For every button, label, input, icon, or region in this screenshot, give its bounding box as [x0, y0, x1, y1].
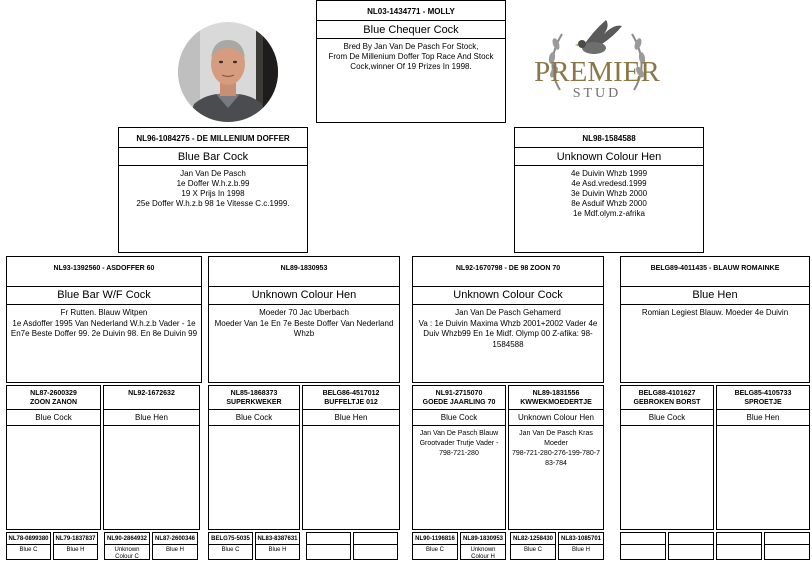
- gg-grandparent-colour: Blue H: [571, 547, 590, 553]
- gg-grandparent-colour: Blue H: [268, 547, 287, 553]
- gg-grandparent-colour: [765, 545, 809, 547]
- pedigree-dam: [514, 127, 704, 253]
- gg-grandparent-ring: [717, 533, 761, 545]
- grandparent-description: Jan Van De Pasch Gehamerd Va : 1e Duivin Maxima Whzb 2001+2002 Vader 4e Duiv Whzb99 En 1e Midf. Olymp 00 Z-afika: 98-1584588: [418, 308, 598, 349]
- grandparent-description: Moeder 70 Jac Uberbach Moeder Van 1e En 7e Beste Doffer Van Nederland Whzb: [214, 308, 394, 338]
- pedigree-subject: [316, 0, 506, 123]
- sire-ring: NL96-1084275 - DE MILLENIUM DOFFER: [119, 128, 307, 148]
- grandparent-description: Romian Legiest Blauw. Moeder 4e Duivin: [641, 308, 789, 317]
- gg-grandparent-colour: Blue H: [165, 547, 184, 553]
- gg-grandparent-colour: Blue C: [523, 547, 542, 553]
- grandparent-colour: Blue Bar W/F Cock: [7, 287, 201, 305]
- dam-description: [515, 166, 703, 222]
- great-grandparent-ring: NL85-1868373 SUPERKWEKER: [209, 386, 299, 410]
- gg-grandparent-colour: Blue H: [66, 547, 85, 553]
- gg-grandparent-colour: Unknown Colour C: [114, 547, 140, 560]
- gg-grandparent-ring: [669, 533, 713, 545]
- great-grandparent-ring: NL91-2715070 GOEDE JAARLING 70: [413, 386, 505, 410]
- great-grandparent-description: Jan Van De Pasch Blauw Grootvader Trutje Vader - 798-721-280: [419, 430, 499, 457]
- gg-grandparent-9: [412, 532, 458, 560]
- great-grandparent-description: [303, 426, 399, 432]
- subject-colour: Blue Chequer Cock: [317, 21, 505, 39]
- sire-line: 19 X Prijs In 1998: [181, 189, 245, 198]
- gg-grandparent-15: [716, 532, 762, 560]
- great-grandparent-colour: Blue Cock: [413, 410, 505, 426]
- grandparent-3: [412, 256, 604, 383]
- gg-grandparent-colour: Unknown Colour H: [470, 547, 496, 560]
- subject-line: Cock,winner Of 19 Prizes In 1998.: [350, 62, 472, 71]
- subject-line: From De Millenium Doffer Top Race And Stock: [328, 52, 494, 61]
- great-grandparent-description: Jan Van De Pasch Kras Moeder 798-721-280-276-199-780-7 83-784: [512, 430, 600, 467]
- gg-grandparent-5: [208, 532, 253, 560]
- great-grandparent-3: [208, 385, 300, 530]
- great-grandparent-2: [103, 385, 200, 530]
- great-grandparent-description: [104, 426, 199, 432]
- gg-grandparent-colour: Blue C: [19, 547, 38, 553]
- premier-stud-logo: [532, 12, 662, 122]
- subject-description: [317, 39, 505, 75]
- breeder-portrait-image: [178, 22, 278, 122]
- gg-grandparent-8: [353, 532, 398, 560]
- gg-grandparent-ring: [621, 533, 665, 545]
- sire-description: [119, 166, 307, 212]
- sire-colour: Blue Bar Cock: [119, 148, 307, 166]
- gg-grandparent-colour: [307, 545, 350, 547]
- dam-line: 4e Asd.vredesd.1999: [571, 179, 647, 188]
- dam-line: 1e Mdf.olym.z-afrika: [572, 209, 646, 218]
- gg-grandparent-11: [510, 532, 556, 560]
- grandparent-colour: Blue Hen: [621, 287, 809, 305]
- dam-line: 3e Duivin Whzb 2000: [570, 189, 648, 198]
- gg-grandparent-7: [306, 532, 351, 560]
- sire-line: Jan Van De Pasch: [180, 169, 246, 178]
- gg-grandparent-colour: Blue C: [221, 547, 240, 553]
- gg-grandparent-ring: [307, 533, 350, 545]
- gg-grandparent-2: [53, 532, 98, 560]
- gg-grandparent-ring: NL90-2864932: [105, 533, 149, 545]
- gg-grandparent-ring: NL89-1830953: [461, 533, 505, 545]
- gg-grandparent-colour: [717, 545, 761, 547]
- gg-grandparent-ring: BELG75-5035: [209, 533, 252, 545]
- pedigree-sire: [118, 127, 308, 253]
- great-grandparent-ring: BELG85-4105733 SPROETJE: [717, 386, 809, 410]
- gg-grandparent-ring: NL79-1837837: [54, 533, 97, 545]
- dam-colour: Unknown Colour Hen: [515, 148, 703, 166]
- gg-grandparent-colour: [354, 545, 397, 547]
- great-grandparent-ring: BELG86-4517012 BUFFELTJE 012: [303, 386, 399, 410]
- great-grandparent-colour: Blue Hen: [717, 410, 809, 426]
- grandparent-ring: NL92-1670798 - DE 98 ZOON 70: [413, 257, 603, 287]
- great-grandparent-description: [7, 426, 100, 432]
- gg-grandparent-14: [668, 532, 714, 560]
- gg-grandparent-ring: [354, 533, 397, 545]
- gg-grandparent-13: [620, 532, 666, 560]
- grandparent-colour: Unknown Colour Cock: [413, 287, 603, 305]
- grandparent-colour: Unknown Colour Hen: [209, 287, 399, 305]
- gg-grandparent-colour: [621, 545, 665, 547]
- grandparent-ring: BELG89-4011435 - BLAUW ROMAINKE: [621, 257, 809, 287]
- great-grandparent-description: [209, 426, 299, 432]
- great-grandparent-ring: BELG88-4101627 GEBROKEN BORST: [621, 386, 713, 410]
- great-grandparent-8: [716, 385, 810, 530]
- gg-grandparent-ring: NL87-2600346: [153, 533, 197, 545]
- great-grandparent-1: [6, 385, 101, 530]
- sire-line: 25e Doffer W.h.z.b 98 1e Vitesse C.c.1999.: [136, 199, 290, 208]
- gg-grandparent-1: [6, 532, 51, 560]
- great-grandparent-colour: Blue Hen: [104, 410, 199, 426]
- gg-grandparent-ring: [765, 533, 809, 545]
- subject-ring: NL03-1434771 - MOLLY: [317, 1, 505, 21]
- logo-text-stud: STUD: [572, 86, 622, 101]
- great-grandparent-ring: NL92-1672632: [104, 386, 199, 410]
- subject-line: Bred By Jan Van De Pasch For Stock,: [343, 42, 479, 51]
- grandparent-description: Fr Rutten. Blauw Witpen 1e Asdoffer 1995 Van Nederland W.h.z.b Vader - 1e En7e Beste Doffer 99. 2e Duivin 98. En 8e Duivin 99: [10, 308, 198, 338]
- gg-grandparent-colour: [669, 545, 713, 547]
- gg-grandparent-colour: Blue C: [425, 547, 444, 553]
- great-grandparent-colour: Unknown Colour Hen: [509, 410, 603, 426]
- gg-grandparent-ring: NL83-8387631: [256, 533, 299, 545]
- great-grandparent-colour: Blue Hen: [303, 410, 399, 426]
- gg-grandparent-ring: NL90-1196816: [413, 533, 457, 545]
- grandparent-4: [620, 256, 810, 383]
- gg-grandparent-12: [558, 532, 604, 560]
- sire-line: 1e Doffer W.h.z.b.99: [176, 179, 250, 188]
- gg-grandparent-ring: NL78-0899380: [7, 533, 50, 545]
- great-grandparent-5: [412, 385, 506, 530]
- gg-grandparent-3: [104, 532, 150, 560]
- grandparent-2: [208, 256, 400, 383]
- dam-ring: NL98-1584588: [515, 128, 703, 148]
- great-grandparent-4: [302, 385, 400, 530]
- grandparent-ring: NL93-1392560 - ASDOFFER 60: [7, 257, 201, 287]
- great-grandparent-ring: NL87-2600329 ZOON ZANON: [7, 386, 100, 410]
- gg-grandparent-ring: NL83-1085701: [559, 533, 603, 545]
- logo-text-premier: PREMIER: [534, 56, 660, 88]
- gg-grandparent-6: [255, 532, 300, 560]
- great-grandparent-7: [620, 385, 714, 530]
- great-grandparent-description: [717, 426, 809, 432]
- great-grandparent-colour: Blue Cock: [7, 410, 100, 426]
- great-grandparent-description: [621, 426, 713, 432]
- great-grandparent-6: [508, 385, 604, 530]
- great-grandparent-colour: Blue Cock: [621, 410, 713, 426]
- dam-line: 4e Duivin Whzb 1999: [570, 169, 648, 178]
- grandparent-1: [6, 256, 202, 383]
- great-grandparent-colour: Blue Cock: [209, 410, 299, 426]
- dam-line: 8e Asduif Whzb 2000: [571, 199, 647, 208]
- breeder-photo: [178, 22, 278, 122]
- gg-grandparent-ring: NL82-1258430: [511, 533, 555, 545]
- gg-grandparent-10: [460, 532, 506, 560]
- grandparent-ring: NL89-1830953: [209, 257, 399, 287]
- gg-grandparent-16: [764, 532, 810, 560]
- great-grandparent-ring: NL89-1831556 KWWEKMOEDERTJE: [509, 386, 603, 410]
- gg-grandparent-4: [152, 532, 198, 560]
